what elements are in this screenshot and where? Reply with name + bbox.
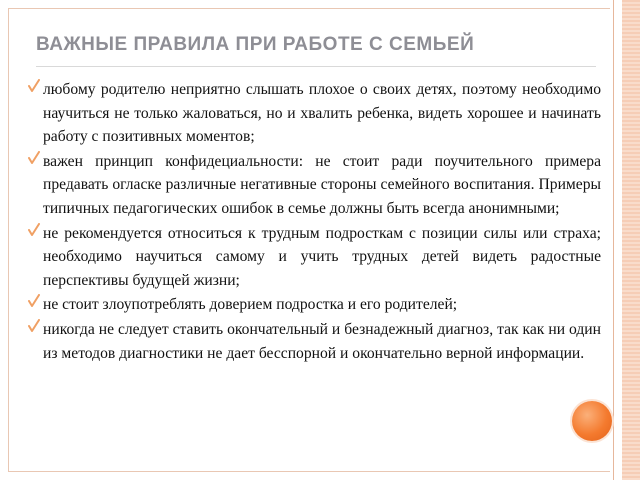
title-underline (36, 66, 596, 67)
checkmark-icon (28, 79, 40, 93)
frame-bottom-line (8, 471, 610, 472)
list-item (27, 318, 601, 365)
checkmark-icon (28, 294, 40, 308)
list-item (27, 78, 601, 149)
side-decorative-band (622, 0, 640, 480)
checkmark-icon (28, 151, 40, 165)
side-divider-line (613, 0, 614, 480)
decorative-circle (572, 401, 612, 441)
frame-top-line (8, 8, 610, 9)
bullet-list (27, 78, 601, 366)
frame-left-line (8, 8, 9, 472)
list-item-text: никогда не следует ставить окончательный и безнадежный диагноз, так как ни один из методов диагностики не дает бесспорной и окончательно верной информации. (43, 320, 601, 362)
list-item-text: не стоит злоупотреблять доверием подростка и его родителей; (43, 296, 458, 314)
list-item (27, 150, 601, 221)
list-item (27, 222, 601, 293)
slide-title: ВАЖНЫЕ ПРАВИЛА ПРИ РАБОТЕ С СЕМЬЕЙ (36, 34, 475, 55)
checkmark-icon (28, 319, 40, 333)
list-item-text: не рекомендуется относиться к трудным подросткам с позиции силы или страха; необходимо научиться самому и учить трудных детей видеть радостные перспективы будущей жизни; (43, 224, 601, 289)
list-item-text: важен принцип конфидециальности: не стоит ради поучительного примера предавать огласке различные негативные стороны семейного воспитания. Примеры типичных педагогических ошибок в семье должны быть всегда анонимными; (43, 152, 601, 217)
list-item-text: любому родителю неприятно слышать плохое о своих детях, поэтому необходимо научиться не только жаловаться, но и хвалить ребенка, видеть хорошее и начинать работу с позитивных моментов; (43, 81, 601, 146)
list-item (27, 293, 601, 317)
checkmark-icon (28, 223, 40, 237)
